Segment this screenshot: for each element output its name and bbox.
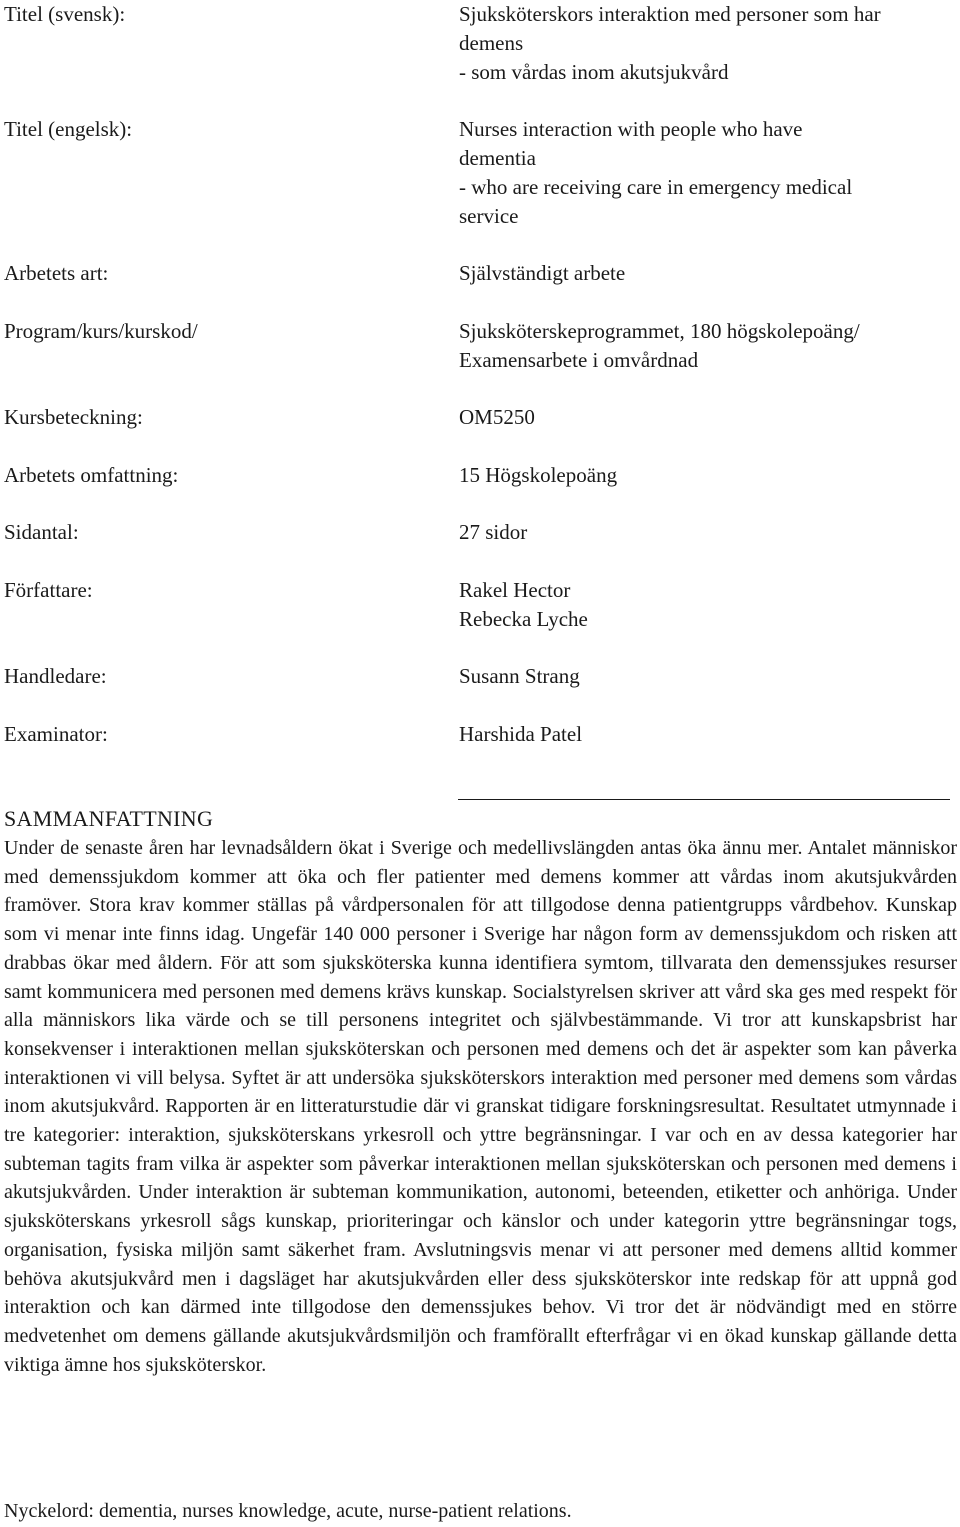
meta-value — [459, 403, 954, 432]
meta-value — [459, 461, 954, 490]
meta-row-title-en — [4, 115, 954, 230]
meta-label: Program/kurs/kurskod/ — [4, 318, 198, 343]
thesis-metadata — [4, 0, 954, 749]
meta-value — [459, 259, 954, 288]
work-type-value: Självständigt arbete — [459, 261, 626, 286]
meta-value — [459, 317, 954, 375]
meta-label: Sidantal: — [4, 520, 79, 545]
meta-row-scope — [4, 461, 954, 490]
title-en-line: Nurses interaction with people who have — [459, 117, 803, 142]
keywords-line: Nyckelord: dementia, nurses knowledge, acute, nurse-patient relations. — [4, 1500, 572, 1522]
meta-row-examiner — [4, 720, 954, 749]
meta-row-program — [4, 317, 954, 375]
title-sv-line: Sjuksköterskors interaktion med personer som har — [459, 2, 881, 26]
abstract-body — [4, 834, 957, 1379]
divider-line — [458, 799, 950, 800]
pages-value: 27 sidor — [459, 520, 528, 545]
meta-label: Examinator: — [4, 721, 108, 746]
meta-label: Titel (svensk): — [4, 2, 126, 26]
title-en-line: - who are receiving care in emergency medical — [459, 174, 853, 199]
meta-row-title-sv — [4, 0, 954, 86]
program-line: Sjuksköterskeprogrammet, 180 högskolepoäng/ — [459, 318, 860, 343]
title-sv-line: demens — [459, 30, 524, 55]
meta-label: Arbetets omfattning: — [4, 462, 179, 487]
meta-row-work-type — [4, 259, 954, 288]
meta-value — [459, 0, 954, 86]
title-sv-line: - som vårdas inom akutsjukvård — [459, 59, 729, 84]
meta-value — [459, 662, 954, 691]
meta-value — [459, 720, 954, 749]
meta-label: Författare: — [4, 577, 93, 602]
meta-label: Handledare: — [4, 664, 107, 689]
meta-row-supervisor — [4, 662, 954, 691]
meta-row-pages — [4, 518, 954, 547]
author-name: Rebecka Lyche — [459, 606, 588, 631]
course-code-value: OM5250 — [459, 405, 535, 430]
scope-value: 15 Högskolepoäng — [459, 462, 618, 487]
meta-value — [459, 518, 954, 547]
meta-label: Titel (engelsk): — [4, 117, 133, 142]
meta-label: Arbetets art: — [4, 261, 109, 286]
meta-value — [459, 115, 954, 230]
supervisor-name: Susann Strang — [459, 664, 580, 689]
abstract-paragraph: Under de senaste åren har levnadsåldern ökat i Sverige och medellivslängden antas öka ännu mer. Antalet människor med demenssjukdom kommer att öka och fler patienter med demens kommer att vårdas inom akutsjukvården framöver. Stora krav kommer ställas på vårdpersonalen för att tillgodose denna patientgrupps vårdbehov. Kunskap som vi menar inte finns idag. Ungefär 140 000 personer i Sverige har någon form av demenssjukdom och risken att drabbas ökar med åldern. För att som sjuksköterska kunna identifiera symtom, tillvarata den demenssjukes resurser samt kommunicera med personen med demens krävs kunskap. Socialstyrelsen skriver att vård ska ges med respekt för alla människors lika värde och se till personens integritet och självbestämmande. Vi tror att kunskapsbrist har konsekvenser i interaktionen mellan sjuksköterskan och personen med demens och det är aspekter som kan påverka interaktionen vi vill belysa. Syftet är att undersöka sjuksköterskors interaktion med personer med demens som vårdas inom akutsjukvård. Rapporten är en litteraturstudie där vi granskat tidigare forskningsresultat. Resultatet utmynnade i tre kategorier: interaktion, sjuksköterskans yrkesroll och yttre begränsningar. I var och en av dessa kategorier har subteman tagits fram vilka är aspekter som påverkar interaktionen mellan sjuksköterskan och personen med demens i akutsjukvården. Under interaktion är subteman kommunikation, autonomi, beteenden, etiketter och anhöriga. Under sjuksköterskans yrkesroll sågs kunskap, prioriteringar och känslor och under kategorin yttre begränsningar togs, organisation, fysiska miljön samt säkerhet fram. Avslutningsvis menar vi att personer med demens alltid kommer behöva akutsjukvård men i dagsläget har akutsjukvården eller dess sjuksköterskor inte redskap för att uppnå god interaktion och kan därmed inte tillgodose den demenssjukes behov. Vi tror det är nödvändigt med en större medvetenhet om demens gällande akutsjukvårdsmiljön och framförallt efterfrågar vi en ökad kunskap gällande detta viktiga ämne hos sjuksköterskor. — [4, 837, 957, 1376]
author-name: Rakel Hector — [459, 577, 571, 602]
meta-label: Kursbeteckning: — [4, 405, 143, 430]
abstract-heading: SAMMANFATTNING — [4, 806, 214, 831]
meta-row-course-code — [4, 403, 954, 432]
examiner-name: Harshida Patel — [459, 721, 583, 746]
title-en-line: dementia — [459, 145, 536, 170]
meta-row-authors — [4, 576, 954, 634]
title-en-line: service — [459, 203, 519, 228]
meta-value — [459, 576, 954, 634]
program-line: Examensarbete i omvårdnad — [459, 347, 699, 372]
